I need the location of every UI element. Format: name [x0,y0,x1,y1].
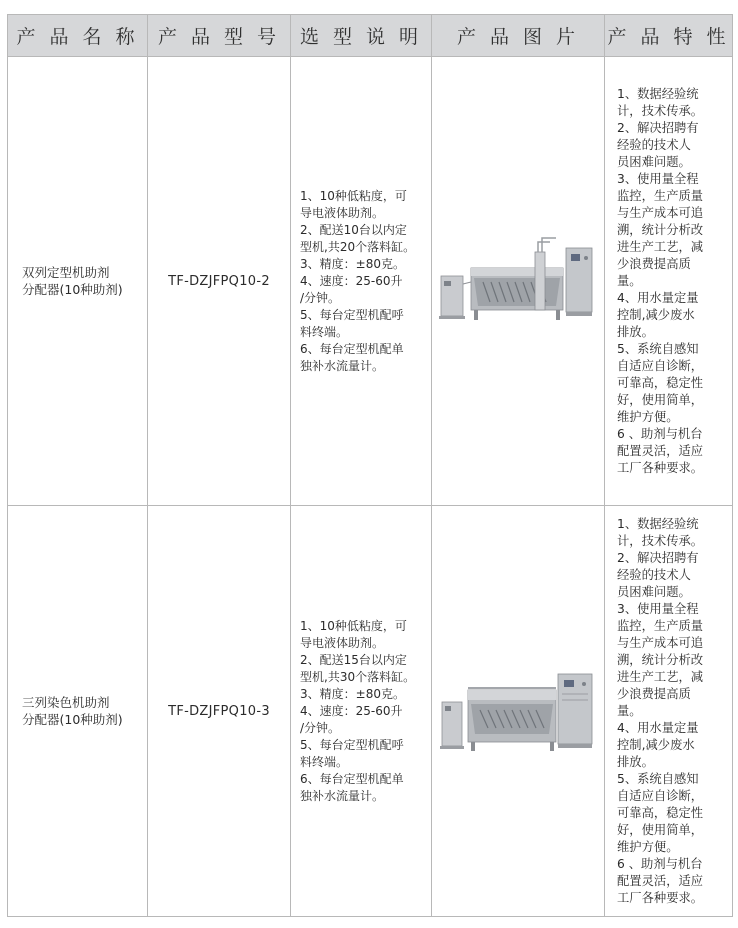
feature-line: 可靠高，稳定性 [617,805,704,820]
notes-line: 1、10种低粘度，可 [300,618,407,633]
feature-line: 5、系统自感知 [617,341,699,356]
selection-notes-cell [291,57,432,506]
feature-line: 溯，统计分析改 [617,652,704,667]
product-features-cell [605,506,733,917]
feature-line: 自适应自诊断， [617,358,704,373]
selection-notes-cell [291,506,432,917]
header-product-name: 产 品 名 称 [8,15,148,57]
feature-line: 4、用水量定量 [617,720,699,735]
feature-line: 溯，统计分析改 [617,222,704,237]
header-row [8,15,733,57]
feature-line: 配置灵活，适应 [617,873,704,888]
feature-line: 员困难问题。 [617,584,691,599]
feature-line: 6 、助剂与机台 [617,426,703,441]
feature-line: 维护方便。 [617,409,679,424]
notes-line: 4、速度：25-60升 [300,703,403,718]
header-product-image: 产 品 图 片 [432,15,605,57]
feature-line: 经验的技术人 [617,137,691,152]
feature-line: 好，使用简单， [617,392,704,407]
header-product-features: 产 品 特 性 [605,15,733,57]
notes-line: 5、每台定型机配呼 [300,307,404,322]
feature-line: 1、数据经验统 [617,516,699,531]
product-spec-table [7,14,733,917]
feature-line: 1、数据经验统 [617,86,699,101]
product-model-cell: TF-DZJFPQ10-2 [148,57,291,506]
feature-line: 经验的技术人 [617,567,691,582]
feature-line: 排放。 [617,324,654,339]
dispenser-machine-image [438,664,598,759]
notes-line: /分钟。 [300,290,341,305]
feature-line: 维护方便。 [617,839,679,854]
feature-line: 计，技术传承。 [617,533,704,548]
notes-line: /分钟。 [300,720,341,735]
feature-line: 可靠高，稳定性 [617,375,704,390]
feature-line: 进生产工艺，减 [617,669,704,684]
feature-line: 工厂各种要求。 [617,460,704,475]
feature-line: 2、解决招聘有 [617,120,699,135]
table-row [8,506,733,917]
notes-line: 型机,共20个落料缸。 [300,239,416,254]
feature-line: 量。 [617,703,642,718]
feature-line: 计，技术传承。 [617,103,704,118]
product-name-line: 双列定型机助剂 [22,265,110,280]
feature-line: 自适应自诊断， [617,788,704,803]
notes-line: 导电液体助剂。 [300,635,385,650]
product-name-line: 分配器(10种助剂) [22,712,123,727]
notes-line: 6、每台定型机配单 [300,771,404,786]
notes-line: 料终端。 [300,324,349,339]
notes-line: 型机,共30个落料缸。 [300,669,416,684]
dispenser-machine-image [438,234,598,329]
feature-line: 员困难问题。 [617,154,691,169]
feature-line: 3、使用量全程 [617,601,699,616]
feature-line: 工厂各种要求。 [617,890,704,905]
notes-line: 5、每台定型机配呼 [300,737,404,752]
product-name-line: 分配器(10种助剂) [22,282,123,297]
feature-line: 少浪费提高质 [617,256,691,271]
feature-line: 少浪费提高质 [617,686,691,701]
header-product-model: 产 品 型 号 [148,15,291,57]
table-row [8,57,733,506]
product-model-cell: TF-DZJFPQ10-3 [148,506,291,917]
feature-line: 控制,减少废水 [617,737,695,752]
notes-line: 3、精度：±80克。 [300,256,405,271]
feature-line: 监控，生产质量 [617,188,704,203]
notes-line: 2、配送10台以内定 [300,222,407,237]
notes-line: 1、10种低粘度，可 [300,188,407,203]
product-name-cell [8,506,148,917]
feature-line: 好，使用简单， [617,822,704,837]
product-features-cell [605,57,733,506]
feature-line: 与生产成本可追 [617,205,704,220]
feature-line: 6 、助剂与机台 [617,856,703,871]
product-name-cell [8,57,148,506]
product-image-cell [432,57,605,506]
notes-line: 2、配送15台以内定 [300,652,407,667]
feature-line: 5、系统自感知 [617,771,699,786]
notes-line: 导电液体助剂。 [300,205,385,220]
header-selection-notes: 选 型 说 明 [291,15,432,57]
feature-line: 进生产工艺，减 [617,239,704,254]
notes-line: 4、速度：25-60升 [300,273,403,288]
feature-line: 3、使用量全程 [617,171,699,186]
feature-line: 量。 [617,273,642,288]
feature-line: 4、用水量定量 [617,290,699,305]
notes-line: 独补水流量计。 [300,788,385,803]
feature-line: 监控，生产质量 [617,618,704,633]
notes-line: 6、每台定型机配单 [300,341,404,356]
feature-line: 与生产成本可追 [617,635,704,650]
notes-line: 料终端。 [300,754,349,769]
feature-line: 配置灵活，适应 [617,443,704,458]
notes-line: 独补水流量计。 [300,358,385,373]
feature-line: 控制,减少废水 [617,307,695,322]
feature-line: 2、解决招聘有 [617,550,699,565]
product-name-line: 三列染色机助剂 [22,695,110,710]
notes-line: 3、精度：±80克。 [300,686,405,701]
feature-line: 排放。 [617,754,654,769]
product-image-cell [432,506,605,917]
